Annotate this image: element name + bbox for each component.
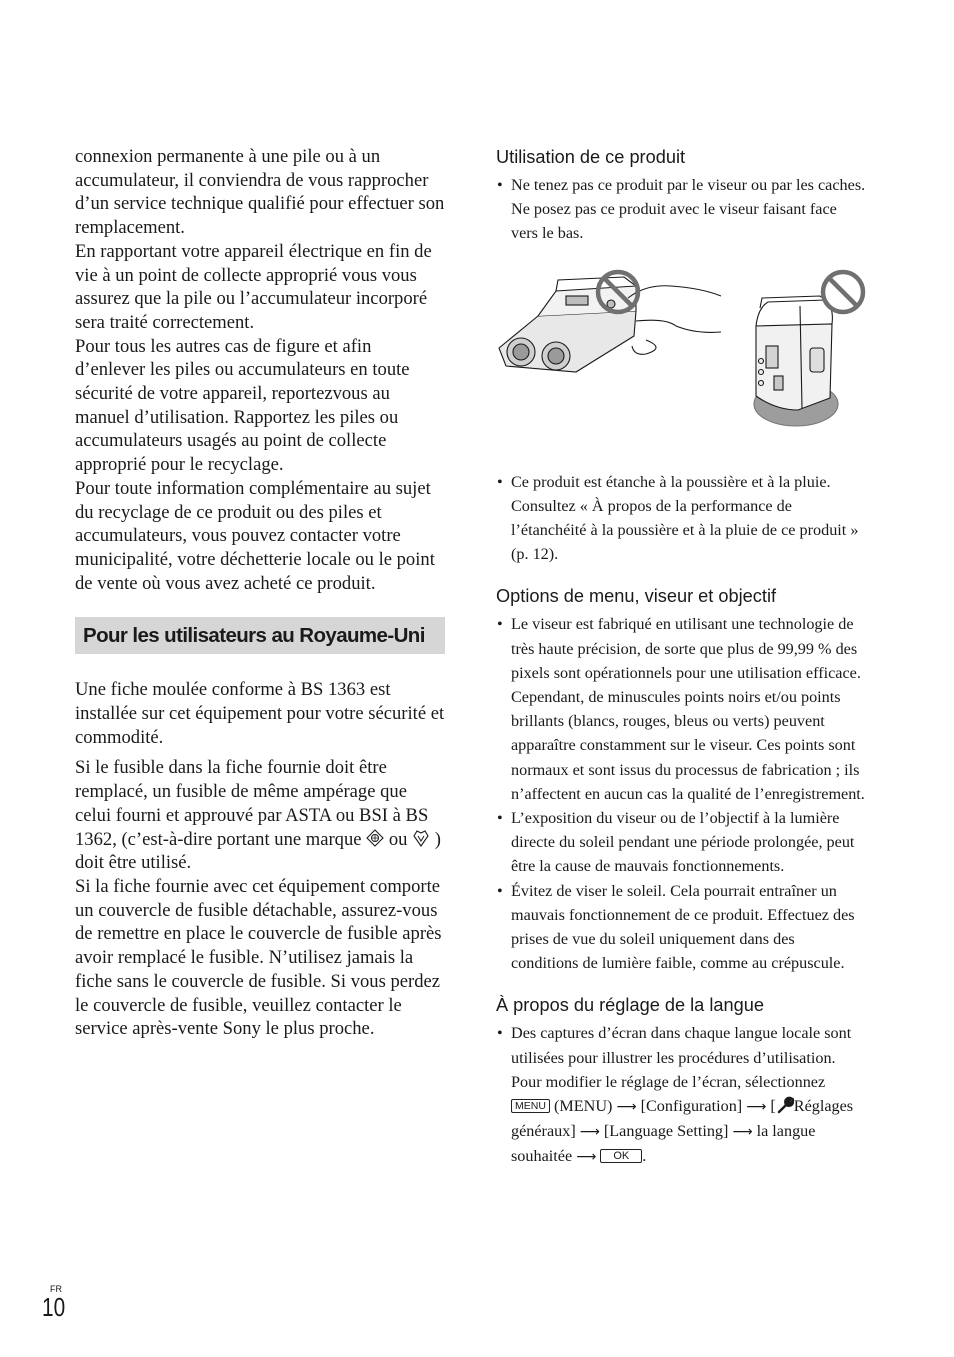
language-text: (MENU) bbox=[553, 1097, 613, 1116]
language-text: la langue souhaitée bbox=[511, 1122, 816, 1166]
paragraph: Si la fiche fournie avec cet équipement comporte un couvercle de fusible détachable, assurez-vous de remettre en place le couvercle de fusible après avoir remplacé le fusible. N’utilisez jamais la fiche sans le couvercle de fusible. Si vous perdez le couvercle de fusible, veuillez contacter le service après-vente Sony le plus proche. bbox=[75, 875, 442, 1040]
list-item: • L’exposition du viseur ou de l’objectif à la lumière directe du soleil pendant une période prolongée, peut être la cause de mauvais fonctionnements. bbox=[496, 806, 866, 879]
section-heading-uk bbox=[75, 617, 445, 654]
fuse-text-after: ) doit être utilisé. bbox=[75, 828, 441, 874]
prohibited-icon bbox=[594, 268, 642, 316]
language-text: . bbox=[642, 1147, 647, 1166]
paragraph: En rapportant votre appareil électrique en fin de vie à un point de collecte approprié vous vous assurez que la pile ou l’accumulateur incorporé sera traité correctement. bbox=[75, 240, 432, 333]
language-text: [Configuration] bbox=[640, 1097, 743, 1116]
usage-list-2 bbox=[496, 470, 866, 567]
list-item: • Ce produit est étanche à la poussière et à la pluie. Consultez « À propos de la performance de l’étanchéité à la poussière et à la pluie de ce produit » (p. 12). bbox=[496, 470, 866, 567]
list-item-language bbox=[496, 1021, 866, 1169]
paragraph-fuse bbox=[75, 756, 445, 875]
fuse-text-or: ou bbox=[388, 828, 408, 850]
usage-list bbox=[496, 173, 866, 246]
arrow-right-icon: ⟶ bbox=[732, 1124, 753, 1141]
language-text: [Language Setting] bbox=[603, 1122, 729, 1141]
language-text: [ bbox=[770, 1097, 776, 1116]
right-column bbox=[496, 145, 866, 1170]
ok-key: OK bbox=[600, 1149, 642, 1163]
language-text: Réglages généraux] bbox=[511, 1097, 854, 1141]
list-item: • Le viseur est fabriqué en utilisant une technologie de très haute précision, de sorte que plus de 99,99 % des pixels sont opérationnels pour une utilisation efficace. Cependant, de minuscules points noirs et/ou points brillants (blancs, rouges, bleus ou verts) peuvent apparaître constamment sur le viseur. Ces points sont normaux et sont issus du processus de fabrication ; ils n’affectent en aucun cas la qualité de l’enregistrement. bbox=[496, 612, 866, 806]
arrow-right-icon: ⟶ bbox=[579, 1124, 600, 1141]
heading-language: À propos du réglage de la langue bbox=[496, 995, 764, 1016]
heading-usage: Utilisation de ce produit bbox=[496, 147, 686, 167]
language-text: Des captures d’écran dans chaque langue locale sont utilisées pour illustrer les procédures d’utilisation. Pour modifier le réglage de l’écran, sélectionnez bbox=[511, 1024, 852, 1091]
paragraph: Pour tous les autres cas de figure et afin d’enlever les piles ou accumulateurs en toute sécurité de votre appareil, reportezvous au manuel d’utilisation. Rapportez les piles ou accumulateurs usagés au point de collecte approprié pour le recyclage. bbox=[75, 335, 410, 476]
fuse-text-before: Si le fusible dans la fiche fournie doit être remplacé, un fusible de même ampérage que celui fourni et approuvé par ASTA ou BSI à BS 1362, (c’est-à-dire portant une marque bbox=[75, 757, 429, 850]
section-title: Pour les utilisateurs au Royaume-Uni bbox=[83, 624, 425, 647]
paragraph: Une fiche moulée conforme à BS 1363 est installée sur cet équipement pour votre sécurité et commodité. bbox=[75, 679, 445, 748]
prohibited-icon bbox=[819, 268, 867, 316]
wrench-icon bbox=[776, 1096, 794, 1114]
asta-mark-icon bbox=[366, 829, 384, 847]
paragraph: connexion permanente à une pile ou à un accumulateur, il conviendra de vous rapprocher d’un service technique qualifié pour effectuer son remplacement. bbox=[75, 146, 445, 239]
paragraph: Pour toute information complémentaire au sujet du recyclage de ce produit ou des piles et accumulateurs, vous pouvez contacter votre municipalité, votre déchetterie locale ou le point de vente où vous avez acheté ce produit. bbox=[75, 477, 435, 594]
arrow-right-icon: ⟶ bbox=[746, 1099, 767, 1116]
left-column bbox=[75, 145, 445, 1041]
list-item: • Évitez de viser le soleil. Cela pourrait entraîner un mauvais fonctionnement de ce produit. Effectuez des prises de vue du soleil uniquement dans des conditions de lumière faible, comme au crépuscule. bbox=[496, 879, 866, 976]
menu-options-list bbox=[496, 612, 866, 975]
menu-key: MENU bbox=[511, 1099, 550, 1113]
page-number: 10 bbox=[42, 1292, 66, 1322]
illustration-handling bbox=[496, 256, 866, 456]
bsi-kitemark-icon bbox=[412, 829, 430, 847]
list-item: • Ne tenez pas ce produit par le viseur ou par les caches. Ne posez pas ce produit avec le viseur faisant face vers le bas. bbox=[496, 173, 866, 246]
arrow-right-icon: ⟶ bbox=[576, 1149, 597, 1166]
language-code: FR bbox=[50, 1284, 62, 1294]
arrow-right-icon: ⟶ bbox=[616, 1099, 637, 1116]
heading-menu-options: Options de menu, viseur et objectif bbox=[496, 586, 777, 607]
language-list bbox=[496, 1021, 866, 1169]
